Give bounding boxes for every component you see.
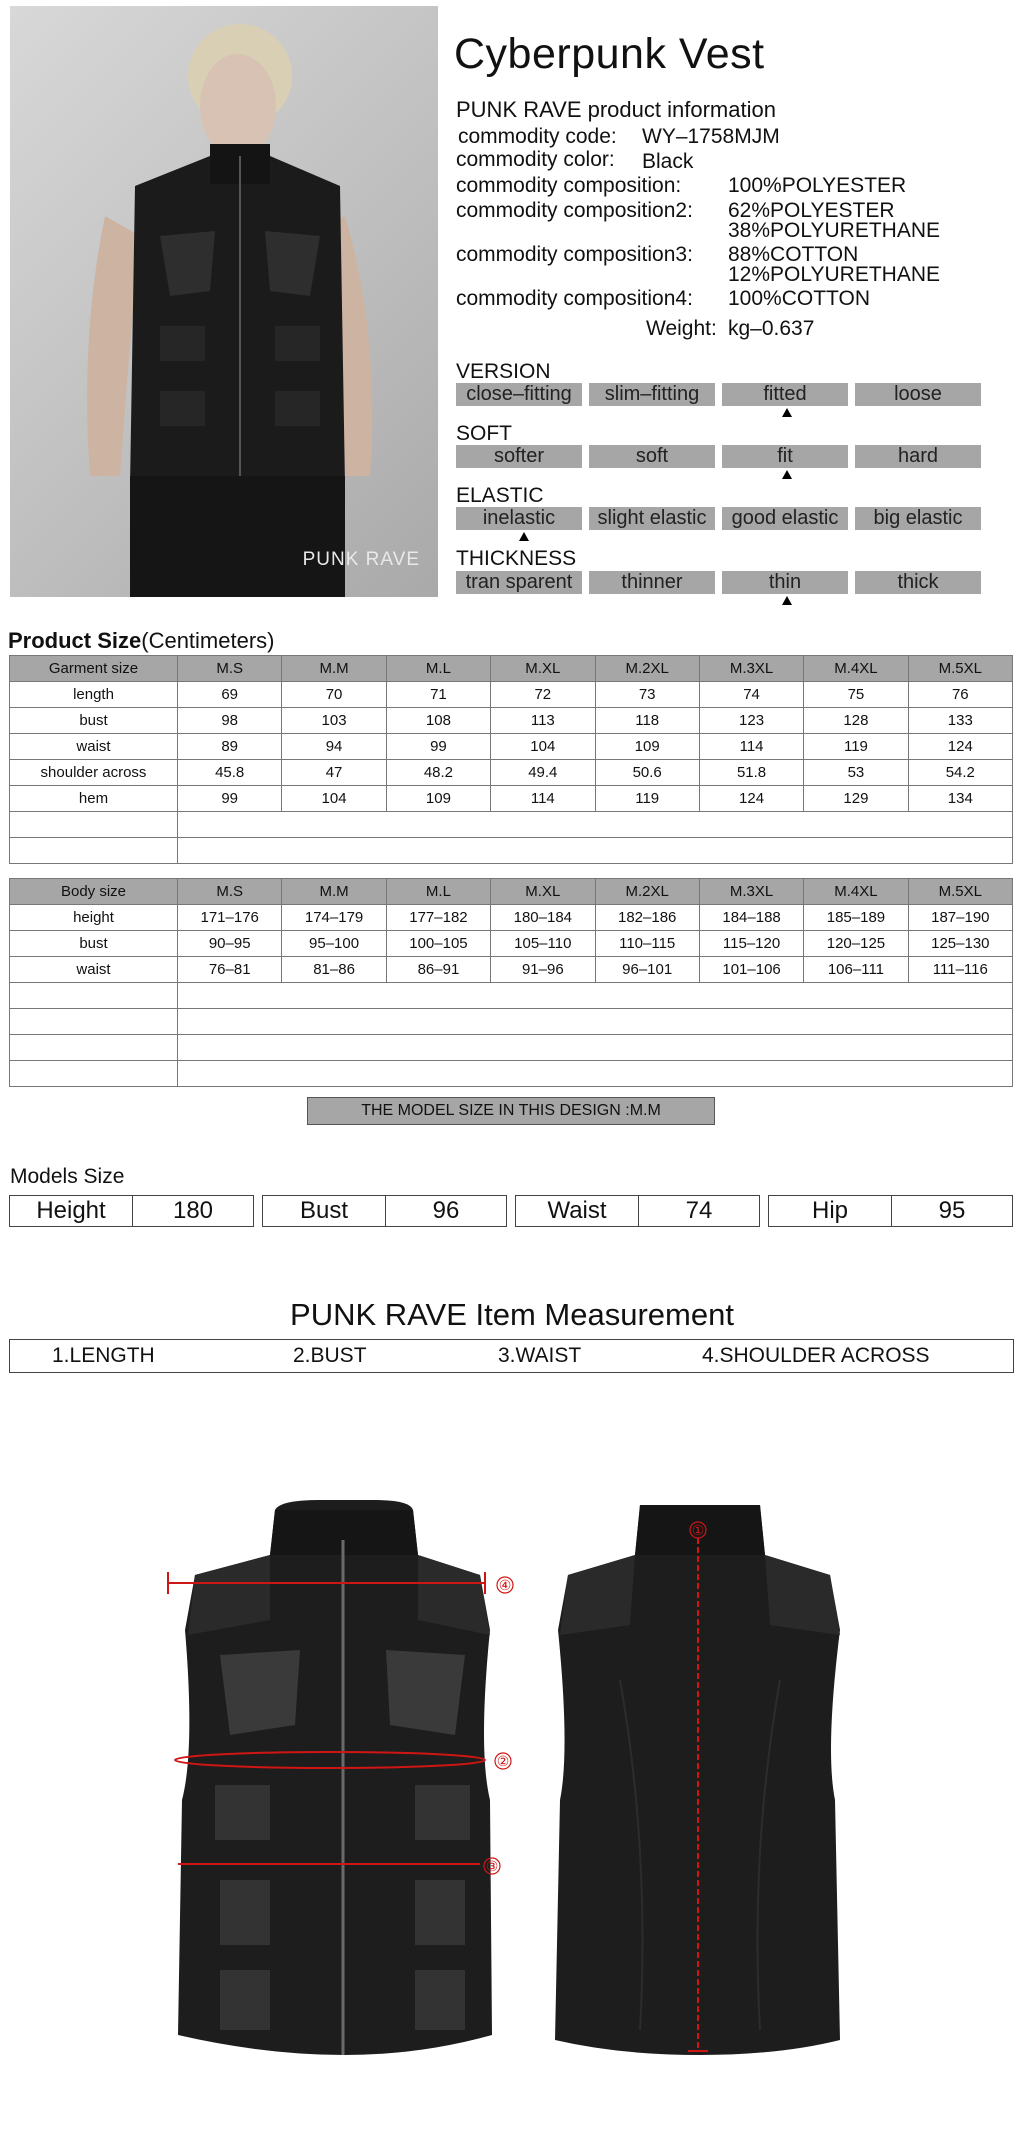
table-cell: 105–110 [491, 931, 595, 957]
vest-front-illustration [160, 1500, 530, 2060]
table-header-cell: Body size [10, 879, 178, 905]
scale-option-selected: fitted [722, 383, 848, 406]
table-cell: 76–81 [178, 957, 282, 983]
table-cell: 91–96 [491, 957, 595, 983]
table-cell: 81–86 [282, 957, 386, 983]
scale-option: slight elastic [589, 507, 715, 530]
table-header-cell: M.L [386, 879, 490, 905]
table-cell: 129 [804, 786, 908, 812]
table-header-cell: M.S [178, 879, 282, 905]
table-header-cell: M.XL [491, 879, 595, 905]
table-cell [10, 1009, 178, 1035]
table-cell: 72 [491, 682, 595, 708]
table-cell: 182–186 [595, 905, 699, 931]
info-label: Weight: [646, 317, 717, 340]
table-cell: 99 [178, 786, 282, 812]
table-cell [178, 1009, 1013, 1035]
table-cell: 187–190 [908, 905, 1012, 931]
info-value-2: 12%POLYURETHANE [728, 263, 941, 286]
table-cell: 124 [908, 734, 1012, 760]
table-row [10, 708, 1013, 734]
table-cell: 98 [178, 708, 282, 734]
model-size-banner: THE MODEL SIZE IN THIS DESIGN :M.M [307, 1097, 715, 1125]
scale-option: hard [855, 445, 981, 468]
table-cell [178, 1035, 1013, 1061]
scale-option: thick [855, 571, 981, 594]
table-row [10, 905, 1013, 931]
table-cell [178, 812, 1013, 838]
scale-label-version: VERSION [456, 360, 551, 383]
table-header-cell: M.M [282, 656, 386, 682]
table-cell: 123 [699, 708, 803, 734]
table-cell: 70 [282, 682, 386, 708]
table-cell: height [10, 905, 178, 931]
selected-marker-icon [519, 532, 529, 541]
table-cell: 47 [282, 760, 386, 786]
info-value: kg–0.637 [728, 317, 815, 340]
table-header-cell: M.3XL [699, 879, 803, 905]
model-measure-value: 180 [172, 1197, 214, 1224]
table-header-cell: M.5XL [908, 879, 1012, 905]
vest-back-illustration [530, 1500, 870, 2060]
table-cell [178, 983, 1013, 1009]
model-measure-hip [768, 1195, 1013, 1227]
table-cell: 101–106 [699, 957, 803, 983]
product-size-heading [8, 628, 275, 654]
table-cell: 50.6 [595, 760, 699, 786]
table-cell: 177–182 [386, 905, 490, 931]
info-label: commodity composition4: [456, 287, 693, 310]
scale-option-selected: inelastic [456, 507, 582, 530]
table-cell: 54.2 [908, 760, 1012, 786]
scale-option: tran sparent [456, 571, 582, 594]
measurement-item-shoulder: 4.SHOULDER ACROSS [702, 1344, 930, 1367]
hero-watermark: PUNK RAVE [302, 549, 420, 570]
scale-version [456, 383, 988, 406]
model-measure-key: Bust [263, 1196, 386, 1226]
scale-option-selected: thin [722, 571, 848, 594]
table-header-cell: M.5XL [908, 656, 1012, 682]
table-cell: 120–125 [804, 931, 908, 957]
table-blank-row [10, 983, 1013, 1009]
model-measure-value: 96 [432, 1197, 460, 1224]
table-cell: 71 [386, 682, 490, 708]
table-header-cell: M.2XL [595, 656, 699, 682]
body-size-table [9, 878, 1013, 1087]
table-header-cell: M.4XL [804, 656, 908, 682]
table-cell: 119 [804, 734, 908, 760]
table-header-cell: M.XL [491, 656, 595, 682]
table-cell: 94 [282, 734, 386, 760]
scale-option: soft [589, 445, 715, 468]
measurement-item-bust: 2.BUST [293, 1344, 367, 1367]
table-cell: 74 [699, 682, 803, 708]
table-header-cell: Garment size [10, 656, 178, 682]
product-title: Cyberpunk Vest [454, 30, 765, 78]
table-cell: 48.2 [386, 760, 490, 786]
table-cell: 180–184 [491, 905, 595, 931]
model-measure-bust [262, 1195, 507, 1227]
info-value: 88%COTTON [728, 243, 859, 266]
marker-1-icon: ① [691, 1522, 705, 1538]
models-size-row [9, 1195, 1013, 1227]
model-measure-key: Waist [516, 1196, 639, 1226]
measurement-item-waist: 3.WAIST [498, 1344, 582, 1367]
table-cell: 104 [282, 786, 386, 812]
table-row [10, 682, 1013, 708]
models-size-title: Models Size [10, 1165, 125, 1188]
table-cell: 118 [595, 708, 699, 734]
table-header-row [10, 656, 1013, 682]
table-cell: bust [10, 708, 178, 734]
scale-label-elastic: ELASTIC [456, 484, 544, 507]
scale-soft [456, 445, 988, 468]
info-label: commodity color: [456, 148, 615, 171]
measurement-title: PUNK RAVE Item Measurement [290, 1297, 734, 1332]
scale-elastic [456, 507, 988, 530]
info-label: commodity composition2: [456, 199, 693, 222]
info-label: commodity composition: [456, 174, 682, 197]
info-value: 100%POLYESTER [728, 174, 907, 197]
table-cell: 185–189 [804, 905, 908, 931]
table-cell: 96–101 [595, 957, 699, 983]
table-cell: 75 [804, 682, 908, 708]
table-row [10, 931, 1013, 957]
table-cell: 53 [804, 760, 908, 786]
table-cell: shoulder across [10, 760, 178, 786]
table-cell: 133 [908, 708, 1012, 734]
table-cell: 69 [178, 682, 282, 708]
table-cell: 90–95 [178, 931, 282, 957]
table-cell: 171–176 [178, 905, 282, 931]
model-measure-height [9, 1195, 254, 1227]
scale-option: good elastic [722, 507, 848, 530]
table-cell: 45.8 [178, 760, 282, 786]
table-cell: 109 [595, 734, 699, 760]
table-cell [178, 1061, 1013, 1087]
table-cell: 76 [908, 682, 1012, 708]
table-cell: 119 [595, 786, 699, 812]
table-header-cell: M.3XL [699, 656, 803, 682]
table-cell: waist [10, 957, 178, 983]
garment-size-table [9, 655, 1013, 864]
table-row [10, 760, 1013, 786]
table-cell: 108 [386, 708, 490, 734]
table-cell [10, 983, 178, 1009]
hero-photo [10, 6, 438, 597]
scale-option: slim–fitting [589, 383, 715, 406]
scale-label-thickness: THICKNESS [456, 547, 577, 570]
table-cell: 110–115 [595, 931, 699, 957]
table-cell: waist [10, 734, 178, 760]
info-value: 62%POLYESTER [728, 199, 895, 222]
table-cell: bust [10, 931, 178, 957]
scale-option: loose [855, 383, 981, 406]
info-label: commodity composition3: [456, 243, 693, 266]
scale-option: thinner [589, 571, 715, 594]
marker-3-icon: ③ [485, 1858, 499, 1874]
table-cell: 49.4 [491, 760, 595, 786]
table-row [10, 957, 1013, 983]
model-figure-illustration [10, 6, 438, 597]
table-cell [10, 1061, 178, 1087]
table-row [10, 734, 1013, 760]
table-cell: 73 [595, 682, 699, 708]
product-size-title: Product Size [8, 628, 142, 653]
table-blank-row [10, 838, 1013, 864]
table-header-cell: M.S [178, 656, 282, 682]
marker-4-icon: ④ [498, 1577, 512, 1593]
table-cell: 125–130 [908, 931, 1012, 957]
table-cell: 109 [386, 786, 490, 812]
scale-option: softer [456, 445, 582, 468]
table-cell: 100–105 [386, 931, 490, 957]
model-measure-key: Height [10, 1196, 133, 1226]
table-cell: hem [10, 786, 178, 812]
scale-thickness [456, 571, 988, 594]
table-header-cell: M.4XL [804, 879, 908, 905]
table-cell [10, 838, 178, 864]
table-cell: 51.8 [699, 760, 803, 786]
selected-marker-icon [782, 408, 792, 417]
table-cell: 99 [386, 734, 490, 760]
model-measure-key: Hip [769, 1196, 892, 1226]
table-cell: 111–116 [908, 957, 1012, 983]
info-label: commodity code: [458, 125, 617, 148]
table-cell: 89 [178, 734, 282, 760]
table-cell: 106–111 [804, 957, 908, 983]
info-heading: PUNK RAVE product information [456, 97, 776, 122]
table-cell: 113 [491, 708, 595, 734]
info-value: Black [642, 150, 694, 173]
table-row [10, 786, 1013, 812]
table-cell: 86–91 [386, 957, 490, 983]
table-header-cell: M.2XL [595, 879, 699, 905]
model-measure-value: 95 [938, 1197, 966, 1224]
info-value: 100%COTTON [728, 287, 870, 310]
model-measure-waist [515, 1195, 760, 1227]
table-header-cell: M.M [282, 879, 386, 905]
table-cell: 128 [804, 708, 908, 734]
table-cell [10, 1035, 178, 1061]
scale-option: big elastic [855, 507, 981, 530]
table-cell: length [10, 682, 178, 708]
table-header-row [10, 879, 1013, 905]
table-blank-row [10, 1061, 1013, 1087]
table-cell: 104 [491, 734, 595, 760]
table-cell: 114 [491, 786, 595, 812]
marker-2-icon: ② [496, 1753, 510, 1769]
info-value-2: 38%POLYURETHANE [728, 219, 941, 242]
scale-label-soft: SOFT [456, 422, 512, 445]
scale-option: close–fitting [456, 383, 582, 406]
table-cell: 184–188 [699, 905, 803, 931]
table-cell: 115–120 [699, 931, 803, 957]
measurement-item-length: 1.LENGTH [52, 1344, 155, 1367]
measurement-legend [9, 1339, 1014, 1373]
model-measure-value: 74 [685, 1197, 713, 1224]
table-cell: 103 [282, 708, 386, 734]
table-blank-row [10, 812, 1013, 838]
table-blank-row [10, 1009, 1013, 1035]
table-cell: 95–100 [282, 931, 386, 957]
table-cell: 134 [908, 786, 1012, 812]
scale-option-selected: fit [722, 445, 848, 468]
table-cell [178, 838, 1013, 864]
selected-marker-icon [782, 470, 792, 479]
info-value: WY–1758MJM [642, 125, 780, 148]
table-cell: 124 [699, 786, 803, 812]
table-cell: 174–179 [282, 905, 386, 931]
table-cell [10, 812, 178, 838]
selected-marker-icon [782, 596, 792, 605]
table-blank-row [10, 1035, 1013, 1061]
product-size-unit: (Centimeters) [141, 628, 275, 653]
table-cell: 114 [699, 734, 803, 760]
table-header-cell: M.L [386, 656, 490, 682]
